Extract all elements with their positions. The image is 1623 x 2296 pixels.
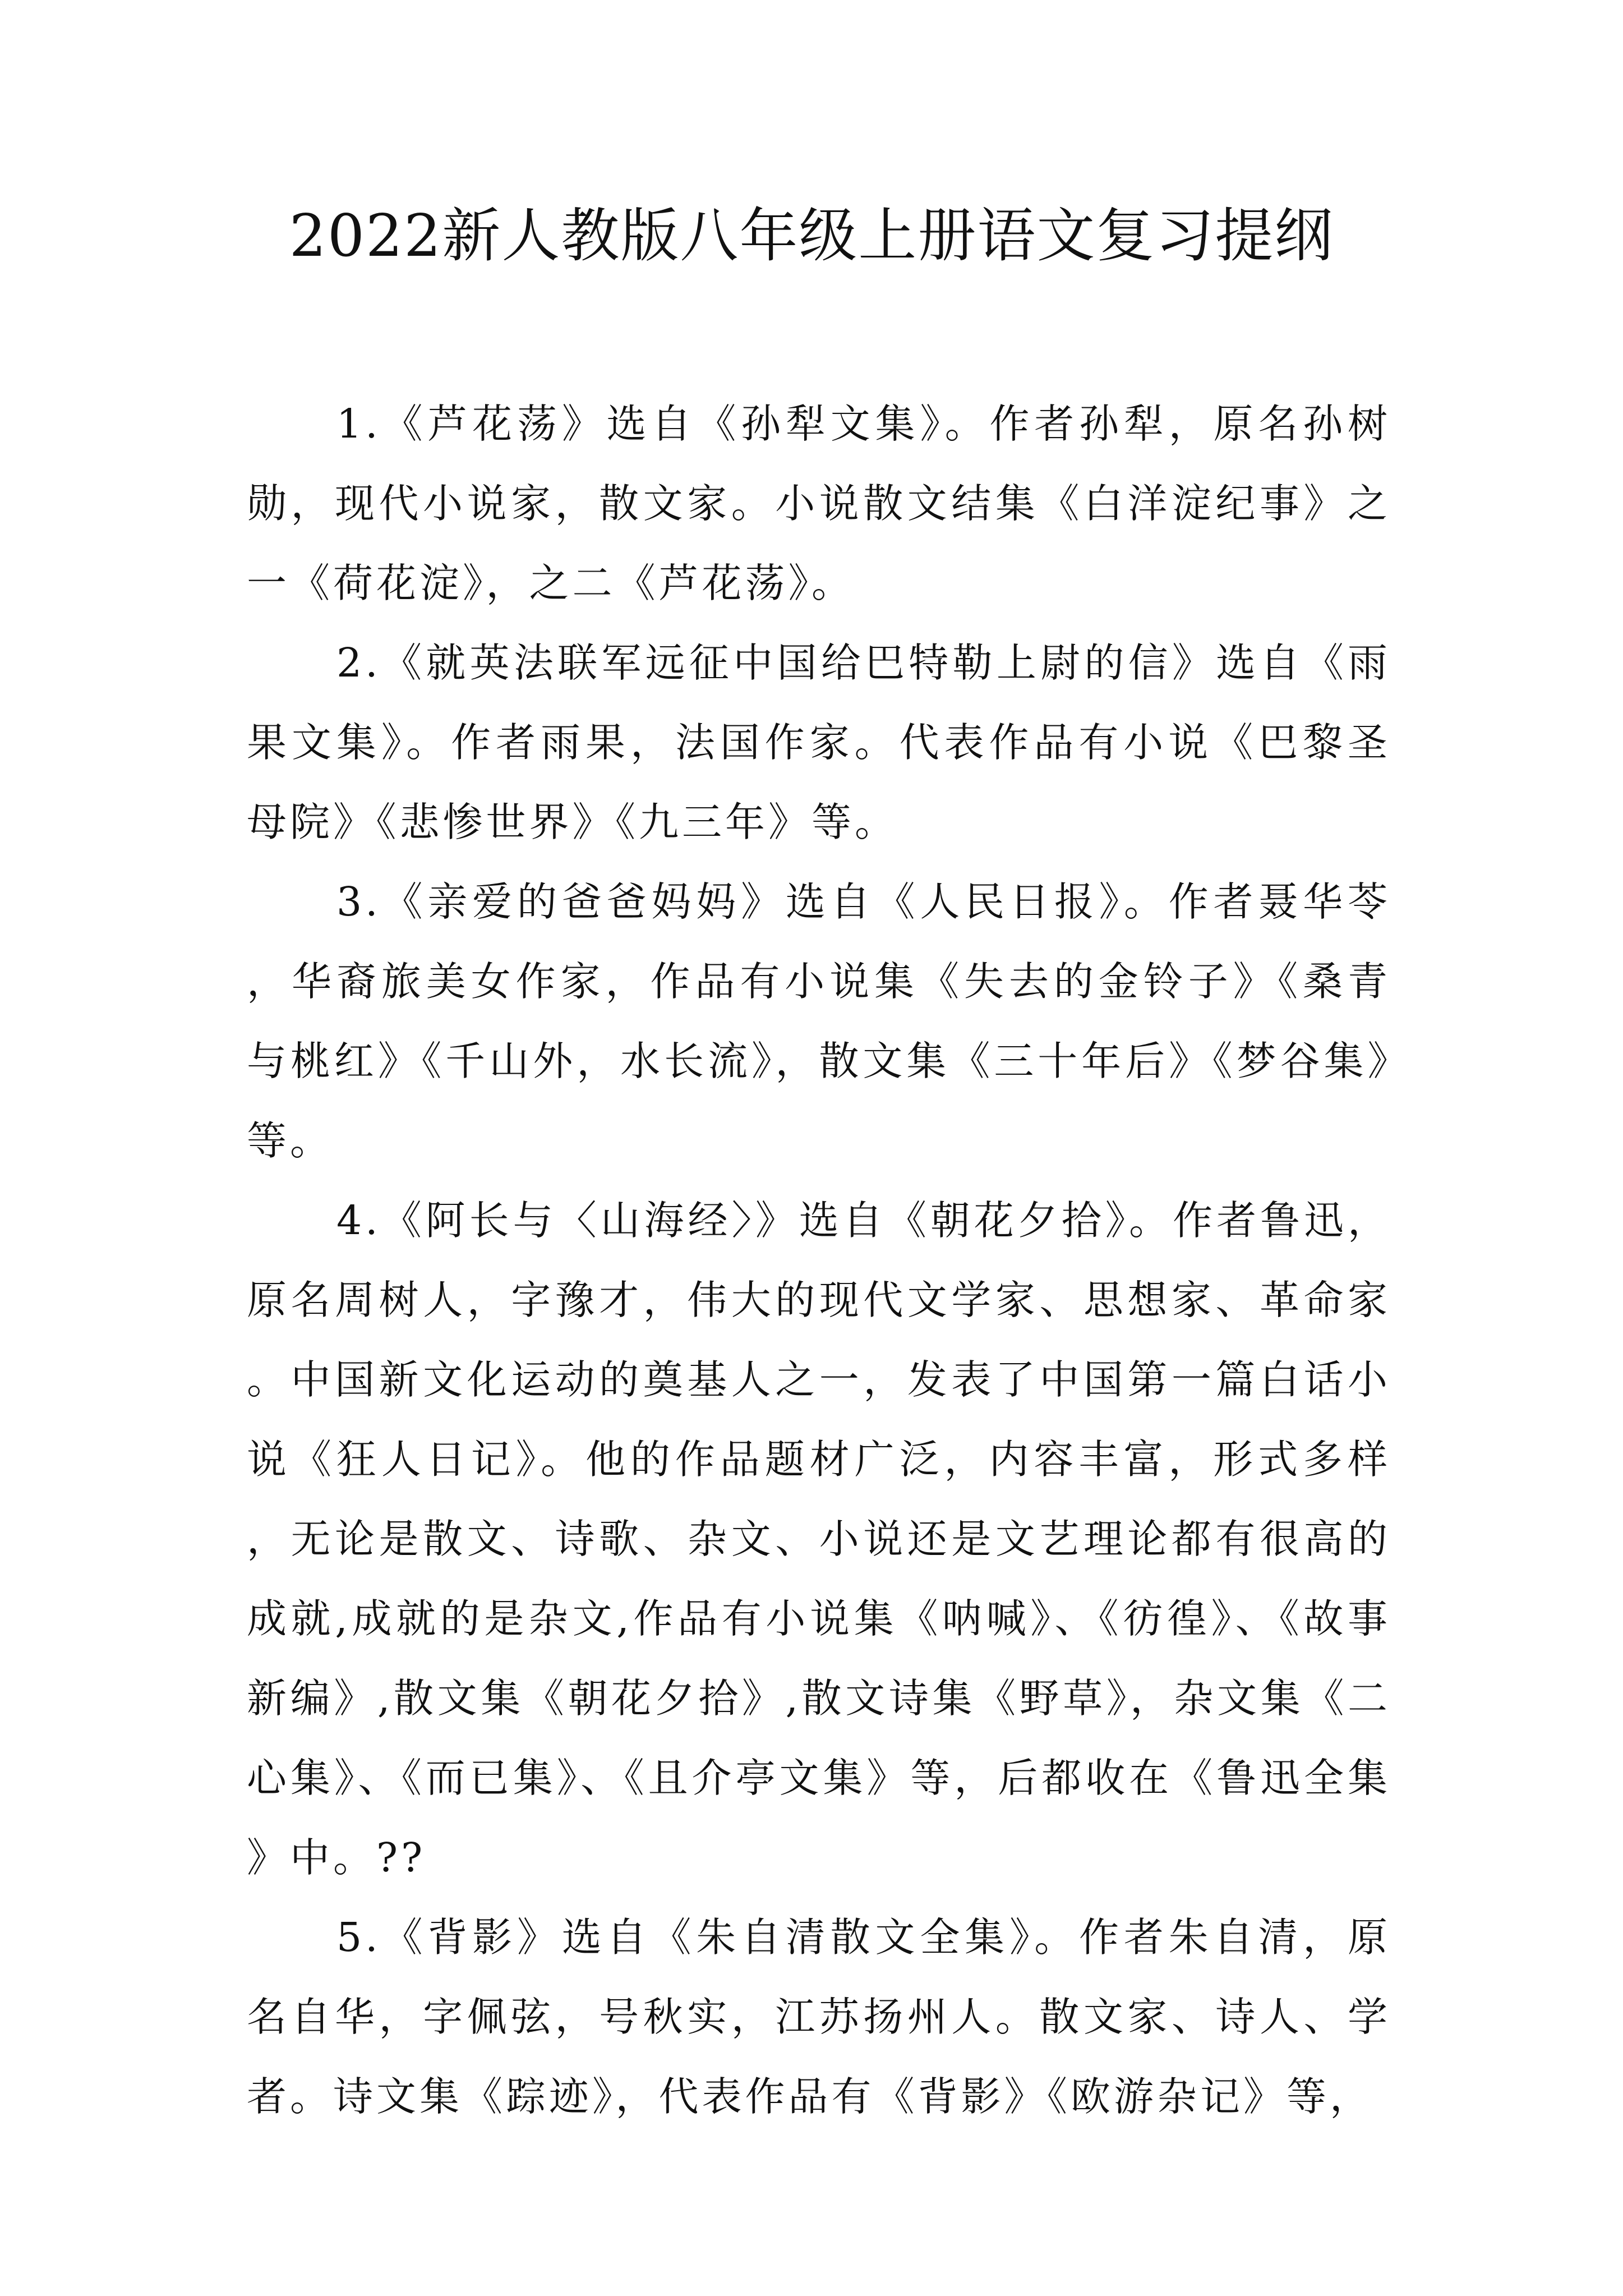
paragraph-3: 3.《亲爱的爸爸妈妈》选自《人民日报》。作者聂华苓，华裔旅美女作家，作品有小说集《失去的金铃子》《桑青与桃红》《千山外，水长流》，散文集《三十年后》《梦谷集》等。 bbox=[247, 878, 1391, 1164]
document-body bbox=[247, 384, 1391, 2137]
paragraph-5: 5.《背影》选自《朱自清散文全集》。作者朱自清，原名自华，字佩弦，号秋实，江苏扬州人。散文家、诗人、学者。诗文集《踪迹》，代表作品有《背影》《欧游杂记》等， bbox=[247, 1914, 1391, 2120]
document-title: 2022新人教版八年级上册语文复习提纲 bbox=[289, 201, 1334, 270]
paragraph-1: 1.《芦花荡》选自《孙犁文集》。作者孙犁，原名孙树勋，现代小说家，散文家。小说散文结集《白洋淀纪事》之一《荷花淀》，之二《芦花荡》。 bbox=[247, 401, 1391, 606]
paragraph-4: 4.《阿长与〈山海经〉》选自《朝花夕拾》。作者鲁迅，原名周树人，字豫才，伟大的现代文学家、思想家、革命家。中国新文化运动的奠基人之一，发表了中国第一篇白话小说《狂人日记》。他的作品题材广泛，内容丰富，形式多样，无论是散文、诗歌、杂文、小说还是文艺理论都有很高的成就,成就的是杂文,作品有小说集《呐喊》、《彷徨》、《故事新编》,散文集《朝花夕拾》,散文诗集《野草》，杂文集《二心集》、《而已集》、《且介亭文集》等，后都收在《鲁迅全集》中。?? bbox=[247, 1197, 1391, 1881]
paragraph-2: 2.《就英法联军远征中国给巴特勒上尉的信》选自《雨果文集》。作者雨果，法国作家。代表作品有小说《巴黎圣母院》《悲惨世界》《九三年》等。 bbox=[247, 639, 1391, 845]
